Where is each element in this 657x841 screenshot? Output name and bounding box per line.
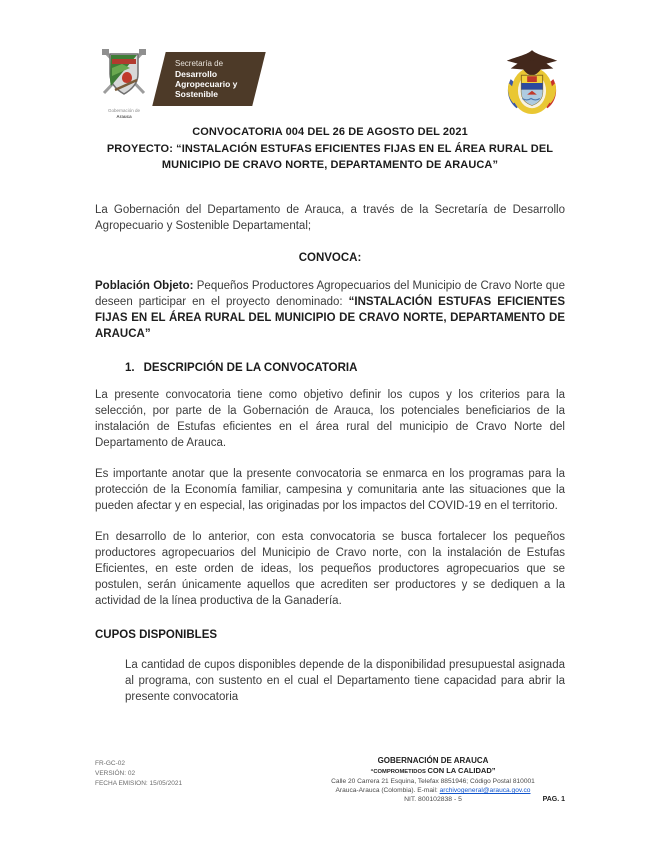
title-line-3: MUNICIPIO DE CRAVO NORTE, DEPARTAMENTO DE ARAUCA”: [161, 159, 499, 171]
footer-form-code: FR-GC-02: [95, 760, 125, 767]
title-line-2: PROYECTO: “INSTALACIÓN ESTUFAS EFICIENTES FIJAS EN EL ÁREA RURAL DEL: [106, 142, 554, 155]
intro-paragraph: La Gobernación del Departamento de Arauca, a través de la Secretaría de Desarrollo Agropecuario y Sostenible Departamental;: [95, 203, 565, 232]
footer-emission-date: FECHA EMISION: 15/05/2021: [95, 780, 183, 787]
section-1-heading: [95, 362, 565, 374]
poblacion-objeto-text: Pequeños Productores Agropecuarios del Municipio de Cravo Norte que deseen participar en el proyecto denominado:: [95, 279, 565, 308]
email-link[interactable]: archivogeneral@arauca.gov.co: [439, 787, 531, 794]
secretaria-banner-line1: Desarrollo: [175, 69, 218, 79]
secretaria-banner-line2: Agropecuario y: [175, 79, 238, 89]
crest-caption-line2: Arauca: [116, 113, 132, 119]
footer-nit-row: [299, 795, 567, 805]
poblacion-objeto-project-title: “INSTALACIÓN ESTUFAS EFICIENTES FIJAS EN EL ÁREA RURAL DEL MUNICIPIO DE CRAVO NORTE, DEPARTAMENTO DE ARAUCA”: [95, 295, 565, 340]
secretaria-banner-line-light: Secretaría de: [175, 59, 224, 68]
left-logo-group: [95, 46, 259, 119]
arauca-crest-icon: [97, 89, 151, 106]
footer-version: VERSIÓN: 02: [95, 770, 136, 777]
footer-page-number: PAG. 1: [542, 796, 565, 803]
footer-contact-line: [299, 786, 567, 795]
document-title: [95, 124, 565, 174]
poblacion-objeto-label: Población Objeto:: [95, 279, 197, 292]
footer-address: Calle 20 Carrera 21 Esquina, Telefax 8851946; Código Postal 810001: [331, 778, 535, 785]
paragraph-cupos: La cantidad de cupos disponibles depende de la disponibilidad presupuestal asignada al programa, con sustento en el cual el Departamento tiene capacidad para abrir la presente convocatoria: [125, 658, 565, 703]
section-1-number: 1.: [125, 361, 135, 374]
footer-nit: NIT. 800102838 - 5: [404, 796, 462, 803]
document-header: [0, 0, 657, 119]
crest-caption-line1: Gobernación de: [107, 108, 141, 113]
footer-org-info: [299, 756, 567, 805]
footer-org-name: GOBERNACIÓN DE ARAUCA: [377, 756, 489, 765]
poblacion-objeto-paragraph: [95, 278, 565, 342]
secretaria-banner-line3: Sostenible: [175, 89, 218, 99]
paragraph-desarrollo: En desarrollo de lo anterior, con esta convocatoria se busca fortalecer los pequeños productores agropecuarios del Municipio de Cravo norte, con la instalación de Estufas Eficientes, en este orden de ideas, los pequeños productores agropecuarios que se postulen, serán únicamente aquellos que acrediten ser productores y se dediquen a la actividad de la línea productiva de la Ganadería.: [95, 530, 565, 607]
footer-location-label: Arauca-Arauca (Colombia). E-mail:: [335, 787, 440, 794]
cupos-disponibles-heading: CUPOS DISPONIBLES: [95, 628, 218, 641]
footer-slogan-rest: CON LA CALIDAD”: [427, 766, 496, 775]
paragraph-enmarca: Es importante anotar que la presente convocatoria se enmarca en los programas para la protección de la Economía familiar, campesina y comunitaria ante las situaciones que la pueden afectar y en especial, las originadas por los impactos del COVID-19 en el territorio.: [95, 467, 565, 512]
title-line-1: CONVOCATORIA 004 DEL 26 DE AGOSTO DEL 2021: [192, 126, 468, 138]
colombia-coat-of-arms-icon: [501, 48, 565, 123]
section-1-title: DESCRIPCIÓN DE LA CONVOCATORIA: [143, 361, 358, 374]
convoca-heading: CONVOCA:: [298, 251, 362, 264]
paragraph-descripcion: La presente convocatoria tiene como objetivo definir los cupos y los criterios para la selección, por parte de la Gobernación de Arauca, los potenciales beneficiarios de la instalación de Estufas eficientes en el área rural del municipio de Cravo Norte del Departamento de Arauca.: [95, 388, 565, 449]
footer-slogan: [299, 766, 567, 777]
crest-caption: [95, 108, 153, 119]
footer-slogan-prefix: “COMPROMETIDOS: [370, 769, 428, 775]
secretaria-banner: [152, 52, 265, 106]
footer-form-info: [95, 759, 182, 789]
gobernacion-arauca-crest-logo: [95, 46, 153, 119]
